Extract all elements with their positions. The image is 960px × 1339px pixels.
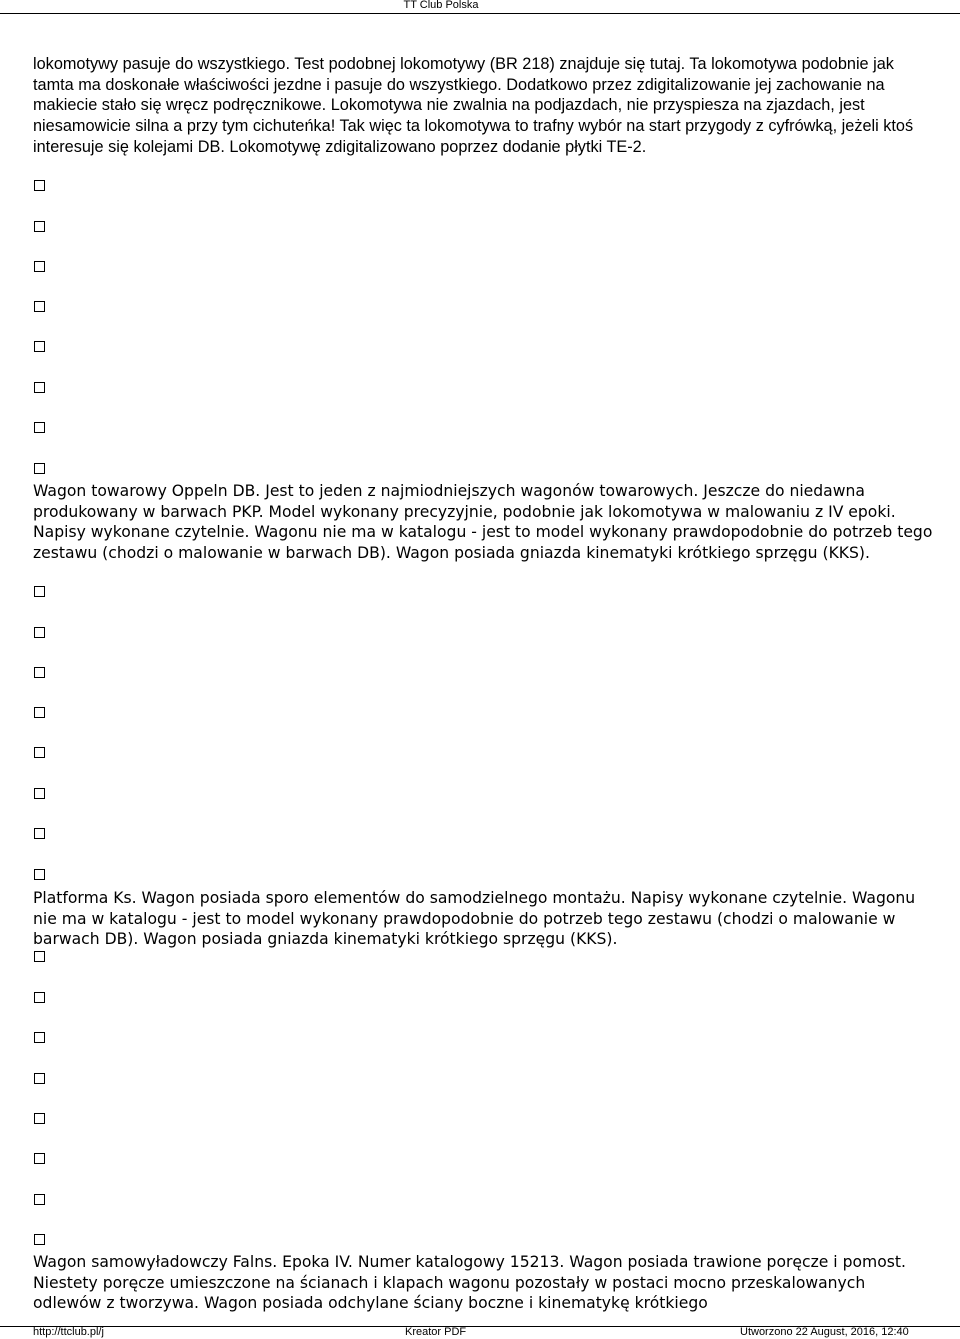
image-placeholder-icon [34,1113,45,1124]
image-placeholder-icon [34,707,45,718]
image-placeholder-icon [34,1194,45,1205]
paragraph-falns-wagon: Wagon samowyładowczy Falns. Epoka IV. Numer katalogowy 15213. Wagon posiada trawione poręcze i pomost. Niestety poręcze umieszczone na ścianach i klapach wagonu pozostały w postaci mocno przeskalowanych odlewów z tworzywa. Wagon posiada odchylane ściany boczne i kinematykę krótkiego [33,1253,906,1312]
image-placeholder-icon [34,422,45,433]
image-placeholder-icon [34,1032,45,1043]
page-header [0,0,960,14]
image-placeholder-icon [34,1234,45,1245]
page-footer [0,1326,960,1339]
image-placeholder-icon [34,586,45,597]
image-placeholder-icon [34,828,45,839]
image-placeholder-icon [34,627,45,638]
image-placeholder-icon [34,869,45,880]
image-placeholder-icon [34,180,45,191]
header-title: TT Club Polska [403,0,479,11]
image-placeholder-icon [34,301,45,312]
image-placeholder-icon [34,261,45,272]
image-placeholder-icon [34,951,45,962]
image-placeholder-icon [34,463,45,474]
paragraph-locomotive: lokomotywy pasuje do wszystkiego. Test podobnej lokomotywy (BR 218) znajduje się tutaj. Ta lokomotywa podobnie jak tamta ma doskonałe właściwości jezdne i pasuje do wszystkiego. Dodatkowo przez zdigitalizowanie jej zachowanie na makiecie stało się wręcz podręcznikowe. Lokomotywa nie zwalnia na podjazdach, nie przyspiesza na zjazdach, jest niesamowicie silna a przy tym cichuteńka! Tak więc ta lokomotywa to trafny wybór na start przygody z cyfrówką, jeżeli ktoś interesuje się kolejami DB. Lokomotywę zdigitalizowano poprzez dodanie płytki TE-2. [33,55,914,156]
footer-generator: Kreator PDF [405,1326,467,1338]
image-placeholder-icon [34,221,45,232]
footer-created-date: Utworzono 22 August, 2016, 12:40 [740,1326,909,1338]
image-placeholder-icon [34,667,45,678]
image-placeholder-icon [34,1153,45,1164]
image-placeholder-icon [34,747,45,758]
paragraph-ks-platform: Platforma Ks. Wagon posiada sporo elementów do samodzielnego montażu. Napisy wykonane czytelnie. Wagonu nie ma w katalogu - jest to model wykonany prawdopodobnie do potrzeb tego zestawu (chodzi o malowanie w barwach DB). Wagon posiada gniazda kinematyki krótkiego sprzęgu (KKS). [33,889,916,948]
image-placeholder-icon [34,992,45,1003]
image-placeholder-icon [34,382,45,393]
image-placeholder-icon [34,788,45,799]
image-placeholder-icon [34,1073,45,1084]
footer-url[interactable]: http://ttclub.pl/j [33,1326,104,1338]
image-placeholder-icon [34,341,45,352]
paragraph-oppeln-wagon: Wagon towarowy Oppeln DB. Jest to jeden z najmiodniejszych wagonów towarowych. Jeszcze do niedawna produkowany w barwach PKP. Model wykonany precyzyjnie, podobnie jak lokomotywa w malowaniu z IV epoki. Napisy wykonane czytelnie. Wagonu nie ma w katalogu - jest to model wykonany prawdopodobnie do potrzeb tego zestawu (chodzi o malowanie w barwach DB). Wagon posiada gniazda kinematyki krótkiego sprzęgu (KKS). [33,482,933,562]
